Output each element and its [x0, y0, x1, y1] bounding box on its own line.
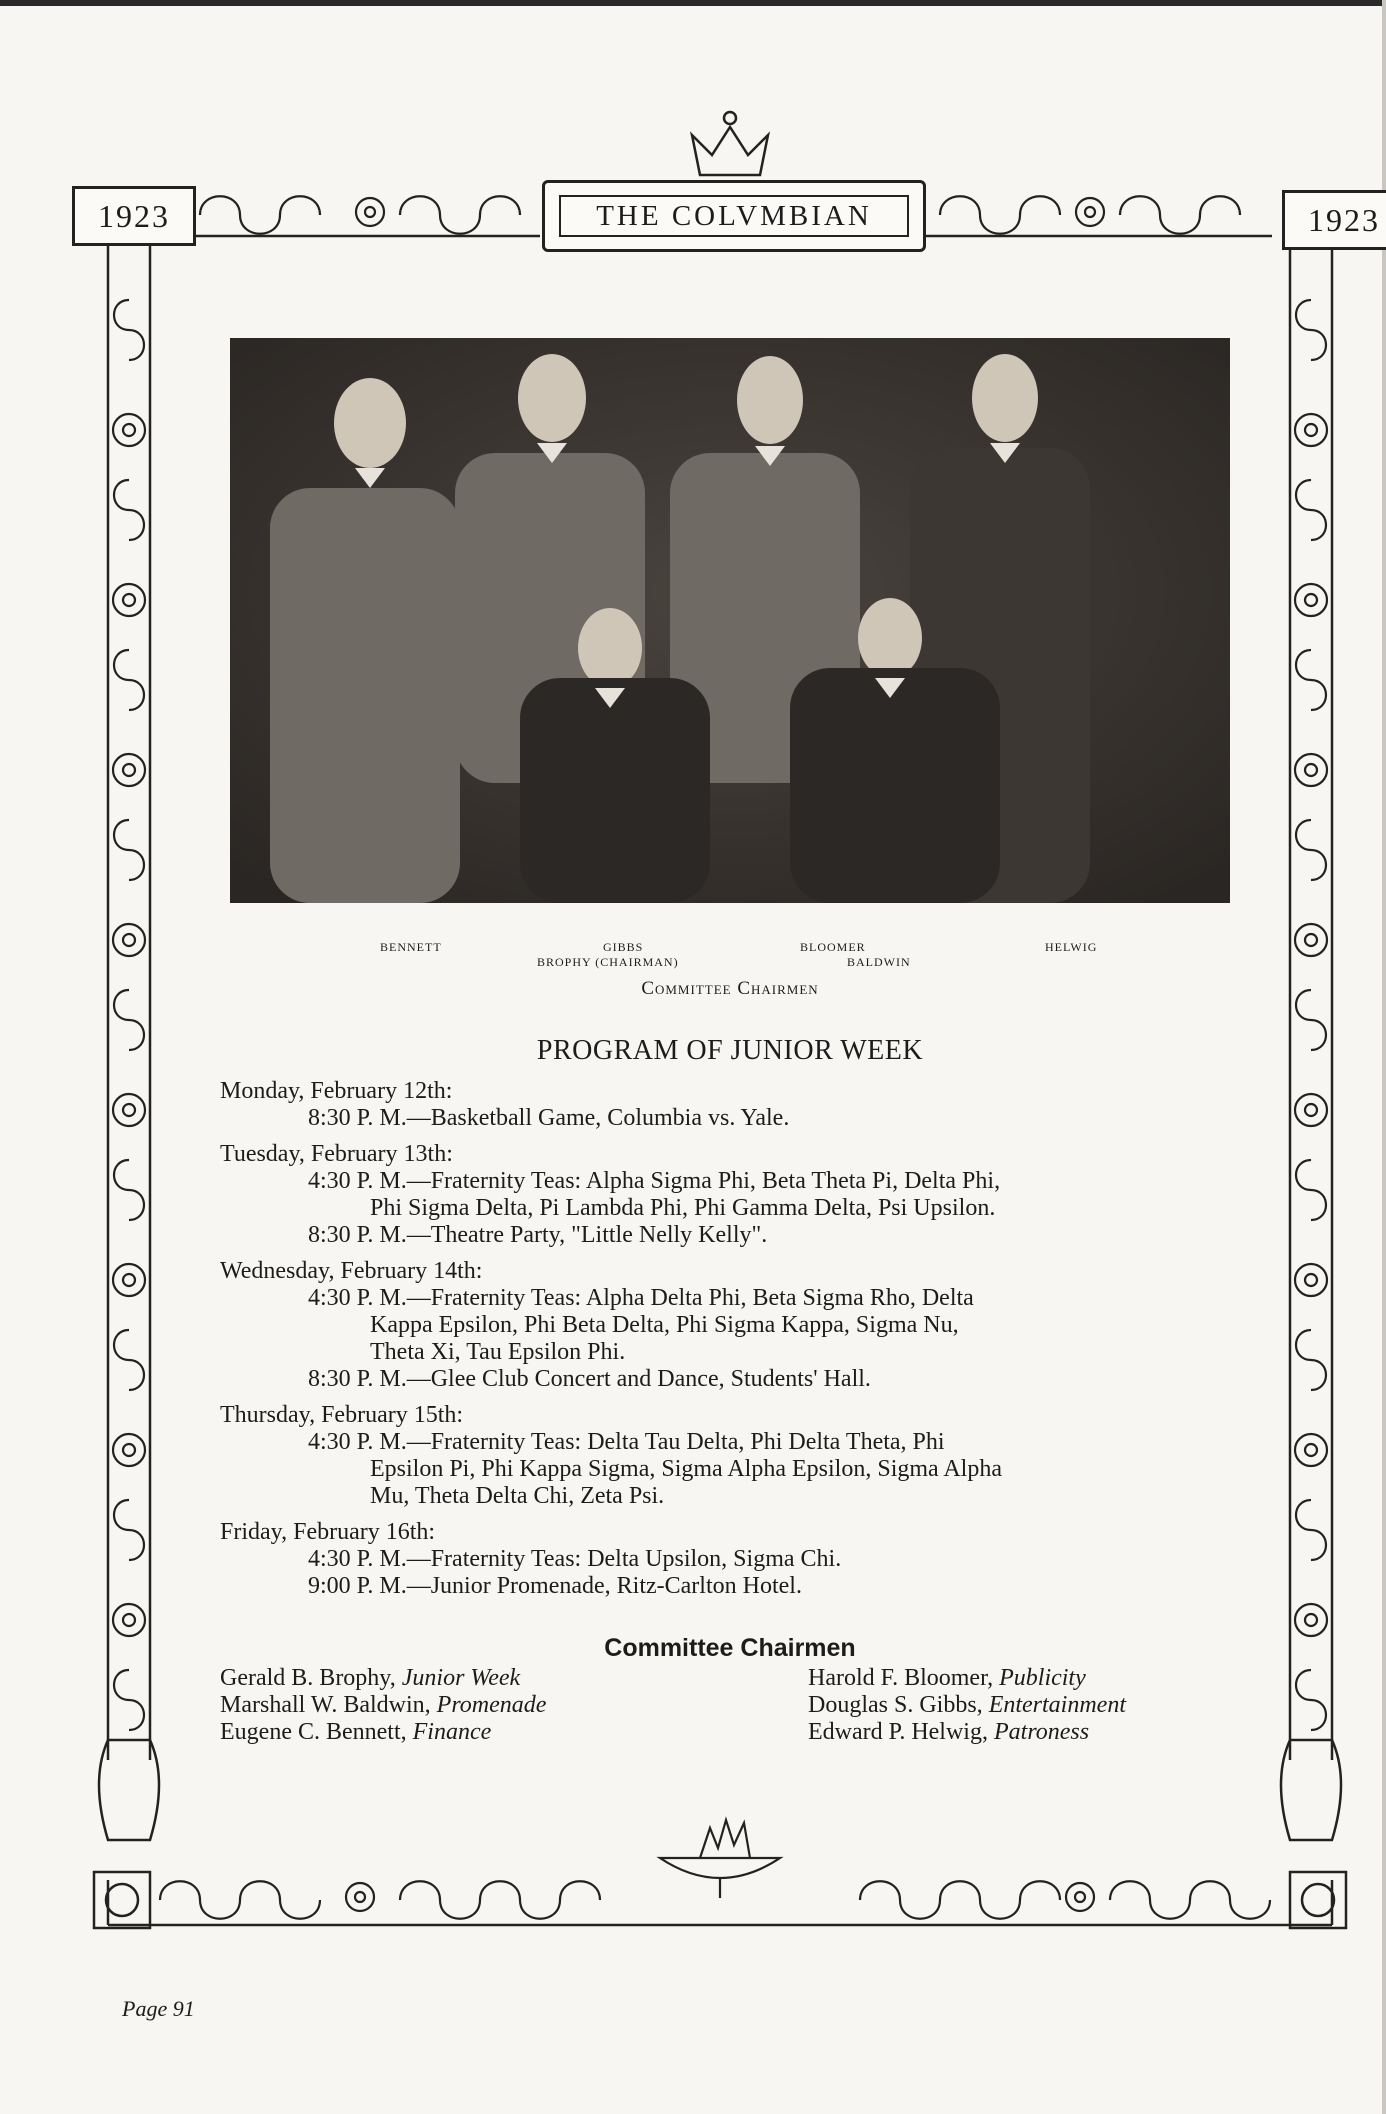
caption-name-bennett: BENNETT	[380, 940, 442, 954]
chairman-name: Gerald B. Brophy,	[220, 1665, 402, 1691]
day-label: Thursday, February 15th:	[220, 1402, 464, 1428]
caption-name-bloomer: BLOOMER	[800, 940, 866, 954]
program-list	[220, 1078, 1220, 1600]
chairman-role: Finance	[412, 1719, 492, 1745]
chairman-name: Edward P. Helwig,	[808, 1719, 994, 1745]
program-day	[220, 1078, 1220, 1132]
chairman-entry	[220, 1665, 546, 1692]
program-day	[220, 1402, 1220, 1510]
photo-caption: Committee Chairmen	[641, 978, 819, 999]
page-number: Page 91	[122, 1996, 195, 2021]
program-day	[220, 1141, 1220, 1249]
chairman-entry	[808, 1692, 1126, 1719]
chairman-name: Marshall W. Baldwin,	[220, 1692, 437, 1718]
chairman-entry	[220, 1719, 546, 1746]
day-label: Tuesday, February 13th:	[220, 1141, 453, 1167]
day-label: Monday, February 12th:	[220, 1078, 453, 1104]
chairman-role: Promenade	[436, 1692, 547, 1718]
chairman-entry	[808, 1665, 1126, 1692]
caption-name-brophy: BROPHY (CHAIRMAN)	[537, 955, 679, 969]
chairmen-right	[808, 1665, 1126, 1746]
caption-name-baldwin: BALDWIN	[847, 955, 911, 969]
chairmen-left	[220, 1665, 546, 1746]
day-label: Friday, February 16th:	[220, 1519, 436, 1545]
chairman-role: Publicity	[999, 1665, 1086, 1691]
chairman-name: Eugene C. Bennett,	[220, 1719, 413, 1745]
event-line: 4:30 P. M.—Fraternity Teas: Delta Tau Delta, Phi Delta Theta, Phi	[308, 1429, 945, 1455]
event-continuation: Mu, Theta Delta Chi, Zeta Psi.	[370, 1483, 665, 1509]
caption-name-helwig: HELWIG	[1045, 940, 1098, 954]
event-line: 4:30 P. M.—Fraternity Teas: Alpha Sigma Phi, Beta Theta Pi, Delta Phi,	[308, 1168, 1001, 1194]
program-day	[220, 1519, 1220, 1600]
chairman-role: Junior Week	[401, 1665, 521, 1691]
event-line: 4:30 P. M.—Fraternity Teas: Alpha Delta Phi, Beta Sigma Rho, Delta	[308, 1285, 974, 1311]
title-plaque	[542, 180, 926, 252]
caption-name-gibbs: GIBBS	[603, 940, 644, 954]
program-day	[220, 1258, 1220, 1393]
chairman-role: Patroness	[993, 1719, 1090, 1745]
chairman-role: Entertainment	[988, 1692, 1126, 1718]
event-continuation: Kappa Epsilon, Phi Beta Delta, Phi Sigma Kappa, Sigma Nu,	[370, 1312, 959, 1338]
event-continuation: Epsilon Pi, Phi Kappa Sigma, Sigma Alpha Epsilon, Sigma Alpha	[370, 1456, 1003, 1482]
event-line: 9:00 P. M.—Junior Promenade, Ritz-Carlton Hotel.	[308, 1573, 802, 1599]
day-label: Wednesday, February 14th:	[220, 1258, 483, 1284]
chairman-name: Harold F. Bloomer,	[808, 1665, 1000, 1691]
event-line: 8:30 P. M.—Theatre Party, "Little Nelly Kelly".	[308, 1222, 768, 1248]
publication-title: THE COLVMBIAN	[559, 195, 909, 237]
chairman-entry	[220, 1692, 546, 1719]
event-continuation: Phi Sigma Delta, Pi Lambda Phi, Phi Gamma Delta, Psi Upsilon.	[370, 1195, 996, 1221]
chairman-name: Douglas S. Gibbs,	[808, 1692, 989, 1718]
year-left: 1923	[72, 186, 196, 246]
event-continuation: Theta Xi, Tau Epsilon Phi.	[370, 1339, 626, 1365]
event-line: 4:30 P. M.—Fraternity Teas: Delta Upsilon, Sigma Chi.	[308, 1546, 842, 1572]
chairmen-heading: Committee Chairmen	[604, 1634, 856, 1662]
event-line: 8:30 P. M.—Glee Club Concert and Dance, Students' Hall.	[308, 1366, 871, 1392]
year-right: 1923	[1282, 190, 1386, 250]
program-title: PROGRAM OF JUNIOR WEEK	[536, 1035, 924, 1066]
group-photo	[230, 338, 1230, 903]
chairman-entry	[808, 1719, 1126, 1746]
event-line: 8:30 P. M.—Basketball Game, Columbia vs. Yale.	[308, 1105, 790, 1131]
